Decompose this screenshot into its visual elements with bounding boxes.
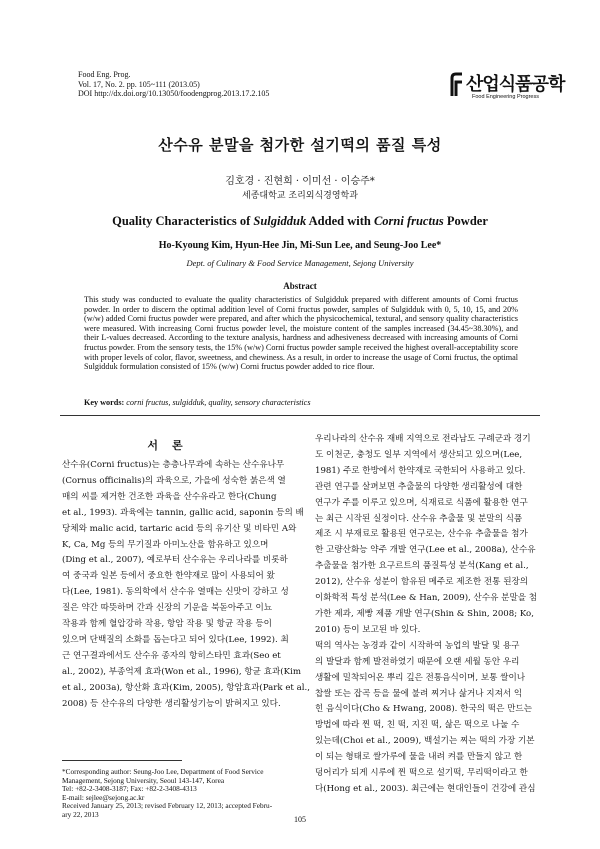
body-line: 도 이천군, 충청도 일부 지역에서 생산되고 있으며(Lee, — [315, 449, 523, 460]
left-column — [62, 458, 310, 713]
body-line: 근 연구결과에서도 산수유 종자의 항히스타민 효과(Seo et — [62, 650, 281, 661]
footnote — [62, 768, 292, 819]
title-korean: 산수유 분말을 첨가한 설기떡의 품질 특성 — [158, 136, 442, 154]
body-line: et al., 1993). 과육에는 tannin, gallic acid, saponin 등의 배 — [62, 507, 304, 518]
body-line: 생활에 밀착되어온 뿌리 깊은 전통음식이며, 보통 쌀이나 — [315, 672, 526, 683]
divider — [60, 415, 540, 416]
footnote-line: Tel: +82-2-3408-3187; Fax: +82-2-3408-4313 — [62, 784, 197, 793]
body-line: et al., 2003a), 항산화 효과(Kim, 2005), 항암효과(Park et al., — [62, 682, 310, 693]
journal-volume: Vol. 17, No. 2. pp. 105~111 (2013.05) — [78, 79, 200, 89]
body-line: 질은 약간 따뜻하며 간과 신장의 기운을 북돋아주고 이뇨 — [62, 603, 273, 614]
authors-english: Ho-Kyoung Kim, Hyun-Hee Jin, Mi-Sun Lee, and Seung-Joo Lee* — [158, 240, 442, 251]
body-line: 당체와 malic acid, tartaric acid 등의 유기산 및 비타민 A와 — [62, 523, 297, 534]
journal-citation — [78, 70, 269, 99]
authors-korean: 김호경 · 진현희 · 이미선 · 이승주* — [225, 176, 375, 187]
affiliation-english: Dept. of Culinary & Food Service Management, Sejong University — [186, 258, 414, 268]
body-line: 는 최근 시작된 실정이다. 산수유 추출물 및 분말의 식품 — [315, 513, 523, 524]
title-english — [0, 214, 600, 229]
body-line: 가한 제과, 제빵 제품 개발 연구(Shin & Shin, 2008; Ko, — [315, 608, 534, 619]
body-line: 다(Hong et al., 2003). 최근에는 현대인들이 건강에 관심 — [315, 783, 536, 794]
body-line: 연구가 주를 이루고 있으며, 식재료로 식품에 활용한 연구 — [315, 497, 528, 508]
body-line: 1981) 주로 한방에서 한약재로 국한되어 사용하고 있다. — [315, 465, 526, 476]
title-italic: Corni fructus — [373, 214, 444, 228]
logo-mark-icon — [450, 72, 464, 98]
body-line: 추출물을 첨가한 요구르트의 품질특성 분석(Kang et al., — [315, 561, 529, 572]
body-line: 있는데(Choi et al., 2009), 백설기는 찌는 떡의 가장 기본 — [315, 736, 535, 747]
body-line: 한 고량산화능 약주 개발 연구(Lee et al., 2008a), 산수유 — [315, 545, 536, 556]
keywords-label: Key words: — [84, 398, 125, 407]
right-column — [315, 432, 537, 798]
logo-subtitle: Food Engineering Progress — [472, 94, 539, 100]
body-line: (Cornus officinalis)의 과육으로, 가을에 성숙한 붉은색 열 — [62, 475, 286, 486]
title-part: Added with — [306, 214, 374, 228]
body-line: 방법에 따라 찐 떡, 친 떡, 지진 떡, 삶은 떡으로 나눌 수 — [315, 720, 520, 731]
body-line: 찹쌀 또는 잡곡 등을 물에 불려 찌거나 삶거나 지져서 익 — [315, 688, 523, 699]
body-line: 이 되는 형태로 쌀가루에 물을 내려 켜를 만들지 않고 한 — [315, 752, 523, 763]
body-line: 의 발달과 함께 발전하였기 때문에 오랜 세월 동안 우리 — [315, 656, 520, 667]
title-italic: Sulgidduk — [253, 214, 307, 228]
body-line: 2012), 산수유 성분이 함유된 메주로 제조한 전통 된장의 — [315, 577, 529, 588]
footnote-line: Received January 25, 2013; revised February 12, 2013; accepted Febru- — [62, 801, 273, 810]
body-line: 힌 음식이다(Cho & Hwang, 2008). 한국의 떡은 만드는 — [315, 704, 533, 715]
body-line: 다(Lee, 1981). 동의학에서 산수유 열매는 신맛이 강하고 성 — [62, 587, 289, 598]
body-line: 2008) 등 산수유의 다양한 생리활성기능이 밝혀지고 있다. — [62, 698, 281, 709]
abstract-text: This study was conducted to evaluate the quality characteristics of Sulgidduk prepared with different amounts of Corni fructus powder. In order to discern the optimal addition level of Corni fructus powder, samples of Sulgidduk with 0, 5, 10, 15, and 20% (w/w) added Corni fructus powder were prepared, and after which the physicochemical, textural, and sensory quality characteristics were measured. With increasing Corni fructus powder level, the moisture content of the samples increased (34.45~38.30%), and their L-values decreased. According to the texture analysis, hardness and adhesiveness decreased with increasing amounts of Corni fructus powder. From the sensory tests, the 15% (w/w) Corni fructus powder sample received the highest overall-acceptability score with proper levels of color, flavor, sweetness, and chewiness. As a result, in order to increase the usage of Corni fructus, the optimal Sulgidduk formulation consisted of 15% (w/w) Corni fructus powder added to rice flour. — [84, 295, 518, 372]
body-line: 작용과 함께 혈압강하 작용, 항암 작용 및 항균 작용 등이 — [62, 619, 272, 630]
body-line: 있으며 단백질의 소화를 돕는다고 되어 있다(Lee, 1992). 최 — [62, 634, 289, 645]
body-line: 2010) 등이 보고된 바 있다. — [315, 624, 421, 635]
body-line: 이화학적 특성 분석(Lee & Han, 2009), 산수유 분말을 첨 — [315, 593, 538, 604]
footnote-divider — [62, 760, 182, 761]
footnote-line: Management, Sejong University, Seoul 143-147, Korea — [62, 775, 225, 785]
body-line: 여 중국과 일본 등에서 중요한 한약재로 많이 사용되어 왔 — [62, 571, 275, 582]
journal-logo — [450, 70, 565, 106]
body-line: (Ding et al., 2007), 예로부터 산수유는 우리나라를 비롯하 — [62, 555, 288, 566]
body-line: 덩어리가 되게 시루에 찐 떡으로 설기떡, 무리떡이라고 한 — [315, 768, 528, 779]
body-line: 산수유(Corni fructus)는 층층나무과에 속하는 산수유나무 — [62, 460, 285, 470]
body-line: 제조 시 부재료로 활용된 연구로는, 산수유 추출물을 첨가 — [315, 529, 528, 540]
body-line: K, Ca, Mg 등의 무기질과 아미노산을 함유하고 있으며 — [62, 539, 269, 550]
logo-title: 산업식품공학 — [466, 74, 565, 95]
abstract-heading: Abstract — [283, 281, 317, 291]
body-line: 관련 연구를 살펴보면 추출물의 다양한 생리활성에 대한 — [315, 481, 523, 492]
body-line: 우리나라의 산수유 재배 지역으로 전라남도 구례군과 경기 — [315, 434, 531, 444]
affiliation-korean: 세종대학교 조리외식경영학과 — [242, 191, 358, 201]
page-number: 105 — [294, 815, 306, 824]
journal-doi: DOI http://dx.doi.org/10.13050/foodengprog.2013.17.2.105 — [78, 89, 270, 98]
footnote-line: *Corresponding author: Seung-Joo Lee, Department of Food Service — [62, 767, 264, 776]
footnote-line: ary 22, 2013 — [62, 809, 99, 819]
section-heading: 서론 — [147, 439, 197, 452]
title-part: Powder — [443, 214, 488, 228]
keywords — [84, 398, 518, 407]
footnote-line: E-mail: sejlee@sejong.ac.kr — [62, 792, 145, 802]
body-line: 매의 씨를 제거한 건조한 과육을 산수유라고 한다(Chung — [62, 491, 277, 502]
keywords-text: corni fructus, sulgidduk, quality, sensory characteristics — [124, 398, 311, 407]
journal-name: Food Eng. Prog. — [78, 70, 131, 79]
body-line: al., 2002), 부종억제 효과(Won et al., 1996), 항균 효과(Kim — [62, 666, 301, 677]
body-line: 떡의 역사는 농경과 같이 시작하여 농업의 발달 및 용구 — [315, 640, 520, 651]
title-part: Quality Characteristics of — [112, 214, 254, 228]
